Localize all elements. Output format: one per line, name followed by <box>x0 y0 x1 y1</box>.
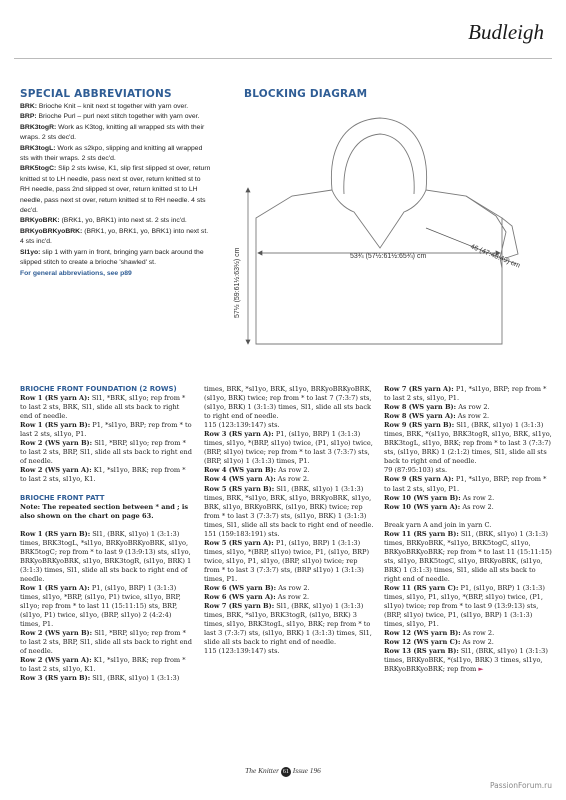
abbreviation-term: BRK: <box>20 103 37 110</box>
abbreviation-definition: slip 1 with yarn in front, bringing yarn back around the slipped stitch to create a brioche 'shawled' st. <box>20 248 204 267</box>
pattern-row <box>20 629 192 656</box>
pattern-row <box>20 584 192 629</box>
row-label: Row 2 (WS yarn B): <box>20 439 93 448</box>
abbreviation-definition: Brioche Knit – knit next st together with yarn over. <box>37 103 189 110</box>
spacer <box>384 512 554 521</box>
pattern-row <box>20 674 192 683</box>
row-label: Row 11 (RS yarn B): <box>384 529 459 538</box>
pattern-row <box>384 638 554 647</box>
pattern-row <box>204 539 374 584</box>
sweater-outline <box>256 190 502 344</box>
abbreviation-term: BRK3togL: <box>20 144 56 152</box>
row-instructions: As row 2. <box>276 584 310 593</box>
pattern-row <box>384 385 554 403</box>
row-label: Row 3 (RS yarn B): <box>20 674 91 683</box>
row-instructions: Sl1, *BRP, sl1yo; rep from * to last 2 sts, BRP, Sl1, slide all sts back to right end of needle. <box>20 629 192 656</box>
abbreviation-definition: (BRK1, yo, BRK1) into next st. 2 sts inc'd. <box>59 217 187 225</box>
row-instructions: 115 (123:139:147) sts. <box>204 421 280 430</box>
page-number: 61 <box>282 769 289 775</box>
row-instructions: Sl1, (BRK, sl1yo) 1 (3:1:3) times, BRKyoBRK, *sl1yo, BRK5togC, sl1yo, BRKyoBRKyoBRK; rep from * to last 11 (15:11:15) sts, sl1yo, BRK5togC, sl1yo, BRKyoBRK, (sl1yo, BRK) 1 (3:1:3) times, Sl1, slide all sts back to right end of needle. <box>384 529 552 583</box>
chest-measure-label: 53¾ (57½:61½:65¾) cm <box>350 253 427 260</box>
row-instructions: Sl1, *BRP, sl1yo; rep from * to last 2 sts, BRP, Sl1, slide all sts back to right end of needle. <box>20 439 192 466</box>
row-label: Row 10 (WS yarn B): <box>384 493 461 502</box>
row-instructions: Sl1, (BRK, sl1yo) 1 (3:1:3) times, BRK, *sl1yo, BRK, sl1yo, BRKyoBRK, sl1yo, BRK, sl1yo, BRKyoBRK, (sl1yo, BRK) twice; rep from * to last 3 (7:3:7) sts, (sl1yo, BRK) 1 (3:1:3) times, Sl1, slide all sts back to right end of needle. <box>204 484 374 529</box>
abbreviation-item <box>20 102 212 112</box>
abbreviation-term: BRK3togR: <box>20 123 57 131</box>
abbreviation-term: BRP: <box>20 113 37 121</box>
sleeve-measure-label: 46 (47:48:49) cm <box>469 243 521 270</box>
row-instructions: P1, *sl1yo, BRP; rep from * to last 2 sts, sl1yo, P1. <box>384 475 547 493</box>
pattern-row <box>20 394 192 421</box>
row-label: Row 12 (WS yarn C): <box>384 638 461 647</box>
spacer <box>20 521 192 530</box>
abbreviation-term: BRKyoBRKyoBRK: <box>20 227 83 235</box>
section-subheading: BRIOCHE FRONT PATT <box>20 493 105 502</box>
row-label: Row 4 (WS yarn A): <box>204 475 276 484</box>
section-subheading: BRIOCHE FRONT FOUNDATION (2 ROWS) <box>20 385 177 393</box>
row-label: Row 2 (WS yarn A): <box>20 466 92 475</box>
abbreviation-term: BRK5togC: <box>20 165 57 173</box>
hood-opening <box>344 134 414 194</box>
instruction-text: Break yarn A and join in yarn C. <box>384 520 492 529</box>
watermark: PassionForum.ru <box>489 781 552 790</box>
row-instructions: As row 2. <box>460 493 495 502</box>
pattern-row <box>204 430 374 466</box>
abbreviation-definition: Work as s2kpo, slipping and knitting all wrapped sts with their wraps. 2 sts dec'd. <box>20 144 203 163</box>
row-instructions: K1, *sl1yo, BRK; rep from * to last 2 sts, sl1yo, K1. <box>20 656 186 674</box>
hood-outline <box>331 118 426 190</box>
row-instructions: As row 2. <box>276 466 310 475</box>
pattern-row <box>20 439 192 466</box>
blocking-diagram-heading: BLOCKING DIAGRAM <box>244 88 368 100</box>
row-label: Row 6 (WS yarn A): <box>204 593 276 602</box>
row-instructions: Sl1, (BRK, sl1yo) 1 (3:1:3) times, BRK, *(sl1yo, BRK3togR, sl1yo, BRK, sl1yo, BRK3togL, sl1yo, BRK; rep from * to last 3 (7:3:7) sts, (sl1yo, BRK) 1 (2:1:2) times, Sl1, slide all sts back to right end of needle. <box>384 421 552 466</box>
row-instructions: 115 (123:139:147) sts. <box>204 647 280 656</box>
pattern-row <box>204 584 374 593</box>
row-label: Row 2 (WS yarn A): <box>20 656 92 665</box>
pattern-row <box>384 629 554 638</box>
row-label: Row 1 (RS yarn A): <box>20 394 90 403</box>
spacer <box>20 485 192 494</box>
pattern-row <box>204 466 374 475</box>
page-footer <box>0 766 566 777</box>
row-instructions: 151 (159:183:191) sts. <box>204 529 280 538</box>
row-instructions: Sl1, (BRK, sl1yo) 1 (3:1:3) times, BRK, *sl1yo, BRK3togR, (sl1yo, BRK) 3 times, sl1yo, BRK3togL, sl1yo, BRK; rep from * to last 3 (7:3:7) sts, (sl1yo, BRK) 1 (3:1:3) times, Sl1, slide all sts back to right end of needle. <box>204 602 372 647</box>
pattern-row <box>384 647 554 674</box>
pattern-row <box>20 421 192 439</box>
abbreviation-item <box>20 123 212 144</box>
pattern-row <box>384 503 554 512</box>
blocking-diagram <box>234 108 562 353</box>
pattern-row <box>204 385 374 421</box>
continue-arrow-icon: ► <box>476 665 484 674</box>
pattern-row <box>204 593 374 602</box>
row-label: Row 5 (RS yarn B): <box>204 484 275 493</box>
length-measure-label: 57½ (59:61½:63½) cm <box>234 247 241 318</box>
issue-number: Issue 196 <box>292 766 321 775</box>
pattern-row <box>204 530 374 539</box>
row-label: Row 8 (WS yarn B): <box>384 403 457 412</box>
abbreviation-item <box>20 216 212 226</box>
pattern-row <box>384 421 554 466</box>
header-divider <box>14 58 552 59</box>
pattern-row <box>384 403 554 412</box>
row-instructions: P1, *sl1yo, BRP; rep from * to last 2 sts, sl1yo, P1. <box>384 385 547 403</box>
instructions-column-2 <box>204 385 374 656</box>
row-label: Row 3 (RS yarn A): <box>204 430 274 439</box>
row-instructions: Sl1, (BRK, sl1yo) 1 (3:1:3) times, BRK3togL, *sl1yo, BRKyoBRKyoBRK, sl1yo, BRK5togC; rep from * to last 9 (13:9:13) sts, sl1yo, BRKyoBRKyoBRK, sl1yo, BRK3togR, (sl1yo, BRK) 1 (3:1:3) times, Sl1, slide all sts back to right end of needle. <box>20 529 192 583</box>
instructions-column-1 <box>20 385 192 683</box>
pattern-row <box>384 475 554 493</box>
abbreviation-term: Sl1yo: <box>20 248 41 256</box>
pattern-row <box>384 584 554 629</box>
row-label: Row 7 (RS yarn A): <box>384 385 454 393</box>
row-instructions: K1, *sl1yo, BRK; rep from * to last 2 sts, sl1yo, K1. <box>20 466 186 484</box>
row-instructions: P1, (sl1yo, BRP) 1 (3:1:3) times, sl1yo, *(BRP, sl1yo) twice, P1, (sl1yo, BRP) twice, sl1yo, P1, sl1yo, (BRP, sl1yo) twice; rep from * to last 3 (7:3:7) sts, (BRP sl1yo) 1 (3:1:3) times, P1. <box>204 538 370 583</box>
abbreviation-definition: Slip 2 sts kwise, K1, slip first slipped st over, return knitted st to LH needle, pass next st over, return knitted st to RH needle, pass 2nd slipped st over, return knitted st to LH needle, pass next st over, return knitted st to RH needle. 4 sts dec'd. <box>20 165 211 215</box>
abbreviation-term: BRKyoBRK: <box>20 217 60 225</box>
abbreviation-definition: Work as K3tog, knitting all wrapped sts with their wraps. 2 sts dec'd. <box>20 123 205 142</box>
pattern-row <box>384 466 554 475</box>
general-abbreviations-ref: For general abbreviations, see p89 <box>20 269 132 277</box>
abbreviation-item <box>20 112 212 122</box>
row-instructions: As row 2. <box>456 403 490 412</box>
row-label: Row 11 (RS yarn C): <box>384 583 459 592</box>
row-instructions: P1, (sl1yo, BRP) 1 (3:1:3) times, sl1yo, *(BRP, sl1yo) twice, (P1, sl1yo) twice, (BRP, sl1yo) twice; rep from * to last 3 (7:3:7) sts, (BRP, sl1yo) 1 (3:1:3) times, P1. <box>204 430 373 466</box>
row-instructions: 79 (87:95:103) sts. <box>384 466 448 475</box>
special-abbreviations-list <box>20 102 212 279</box>
row-instructions: As row 2. <box>275 593 310 602</box>
abbreviation-item <box>20 144 212 165</box>
row-instructions: Sl1, *BRK, sl1yo; rep from * to last 2 sts, BRK, Sl1, slide all sts back to right end of needle. <box>20 394 186 421</box>
row-instructions: P1, *sl1yo, BRP; rep from * to last 2 sts, sl1yo, P1. <box>20 421 192 439</box>
row-instructions: P1, (sl1yo, BRP) 1 (3:1:3) times, sl1yo, *BRP, (sl1yo, P1) twice, sl1yo, BRP, sl1yo; rep from * to last 11 (15:11:15) sts, BRP, (sl1yo, P1) twice, sl1yo, (BRP, sl1yo) 2 (4:2:4) times, P1. <box>20 583 181 629</box>
pattern-row <box>204 421 374 430</box>
row-label: Row 6 (WS yarn B): <box>204 584 277 593</box>
pattern-row <box>384 412 554 421</box>
row-label: Row 10 (WS yarn A): <box>384 502 461 511</box>
pattern-row <box>204 647 374 656</box>
row-label: Row 7 (RS yarn B): <box>204 602 275 611</box>
magazine-name: The Knitter <box>245 766 280 775</box>
abbreviation-definition: (BRK1, yo, BRK1, yo, BRK1) into next st. 4 sts inc'd. <box>20 227 209 246</box>
row-label: Row 2 (WS yarn B): <box>20 629 93 638</box>
row-label: Row 12 (WS yarn B): <box>384 629 461 638</box>
row-label: Row 4 (WS yarn B): <box>204 466 277 475</box>
row-label: Row 9 (RS yarn B): <box>384 421 455 430</box>
pattern-row <box>20 530 192 584</box>
abbreviation-definition: Brioche Purl – purl next stitch together with yarn over. <box>36 113 200 121</box>
row-label: Row 5 (RS yarn A): <box>204 538 274 547</box>
row-label: Row 9 (RS yarn A): <box>384 475 454 484</box>
pattern-note: Note: The repeated section between * and ; is also shown on the chart on page 63. <box>20 502 189 520</box>
pattern-row <box>20 656 192 674</box>
pattern-row <box>20 466 192 484</box>
row-instructions: As row 2. <box>455 412 490 421</box>
pattern-row <box>204 602 374 647</box>
row-label: Row 1 (RS yarn B): <box>20 529 91 538</box>
abbreviation-item <box>20 164 212 216</box>
row-instructions: As row 2. <box>460 502 494 511</box>
row-label: Row 1 (RS yarn A): <box>20 583 90 592</box>
abbreviation-item <box>20 248 212 269</box>
row-label: Row 8 (WS yarn A): <box>384 412 456 421</box>
pattern-row <box>384 494 554 503</box>
special-abbreviations-heading: SPECIAL ABBREVIATIONS <box>20 88 172 100</box>
row-instructions: Sl1, (BRK, sl1yo) 1 (3:1:3) <box>90 674 180 683</box>
pattern-row <box>204 485 374 530</box>
pattern-row <box>384 530 554 584</box>
row-instructions: times, BRK, *sl1yo, BRK, sl1yo, BRKyoBRKyoBRK, (sl1yo, BRK) twice; rep from * to last 7 (7:3:7) sts, (sl1yo, BRK) 1 (3:1:3) times, Sl1, slide all sts back to right end of needle. <box>204 385 372 421</box>
row-instructions: Sl1, (BRK, sl1yo) 1 (3:1:3) times, BRKyoBRK, *(sl1yo, BRK) 3 times, sl1yo, BRKyoBRKyoBRK; rep from <box>384 647 548 674</box>
instructions-column-3 <box>384 385 554 674</box>
row-label: Row 1 (RS yarn B): <box>20 421 91 430</box>
abbreviation-item <box>20 227 212 248</box>
row-instructions: As row 2. <box>460 638 494 647</box>
pattern-row <box>204 475 374 484</box>
row-instructions: As row 2. <box>275 475 310 484</box>
row-instructions: As row 2. <box>460 629 495 638</box>
row-label: Row 13 (RS yarn B): <box>384 647 459 656</box>
row-instructions: P1, (sl1yo, BRP) 1 (3:1:3) times, sl1yo, P1, sl1yo, *(BRP, sl1yo) twice, (P1, sl1yo) twice; rep from * to last 9 (13:9:13) sts, (BRP, sl1yo) twice, P1, (sl1yo, BRP) 1 (3:1:3) times, sl1yo, P1. <box>384 583 545 629</box>
pattern-title: Budleigh <box>468 20 544 44</box>
